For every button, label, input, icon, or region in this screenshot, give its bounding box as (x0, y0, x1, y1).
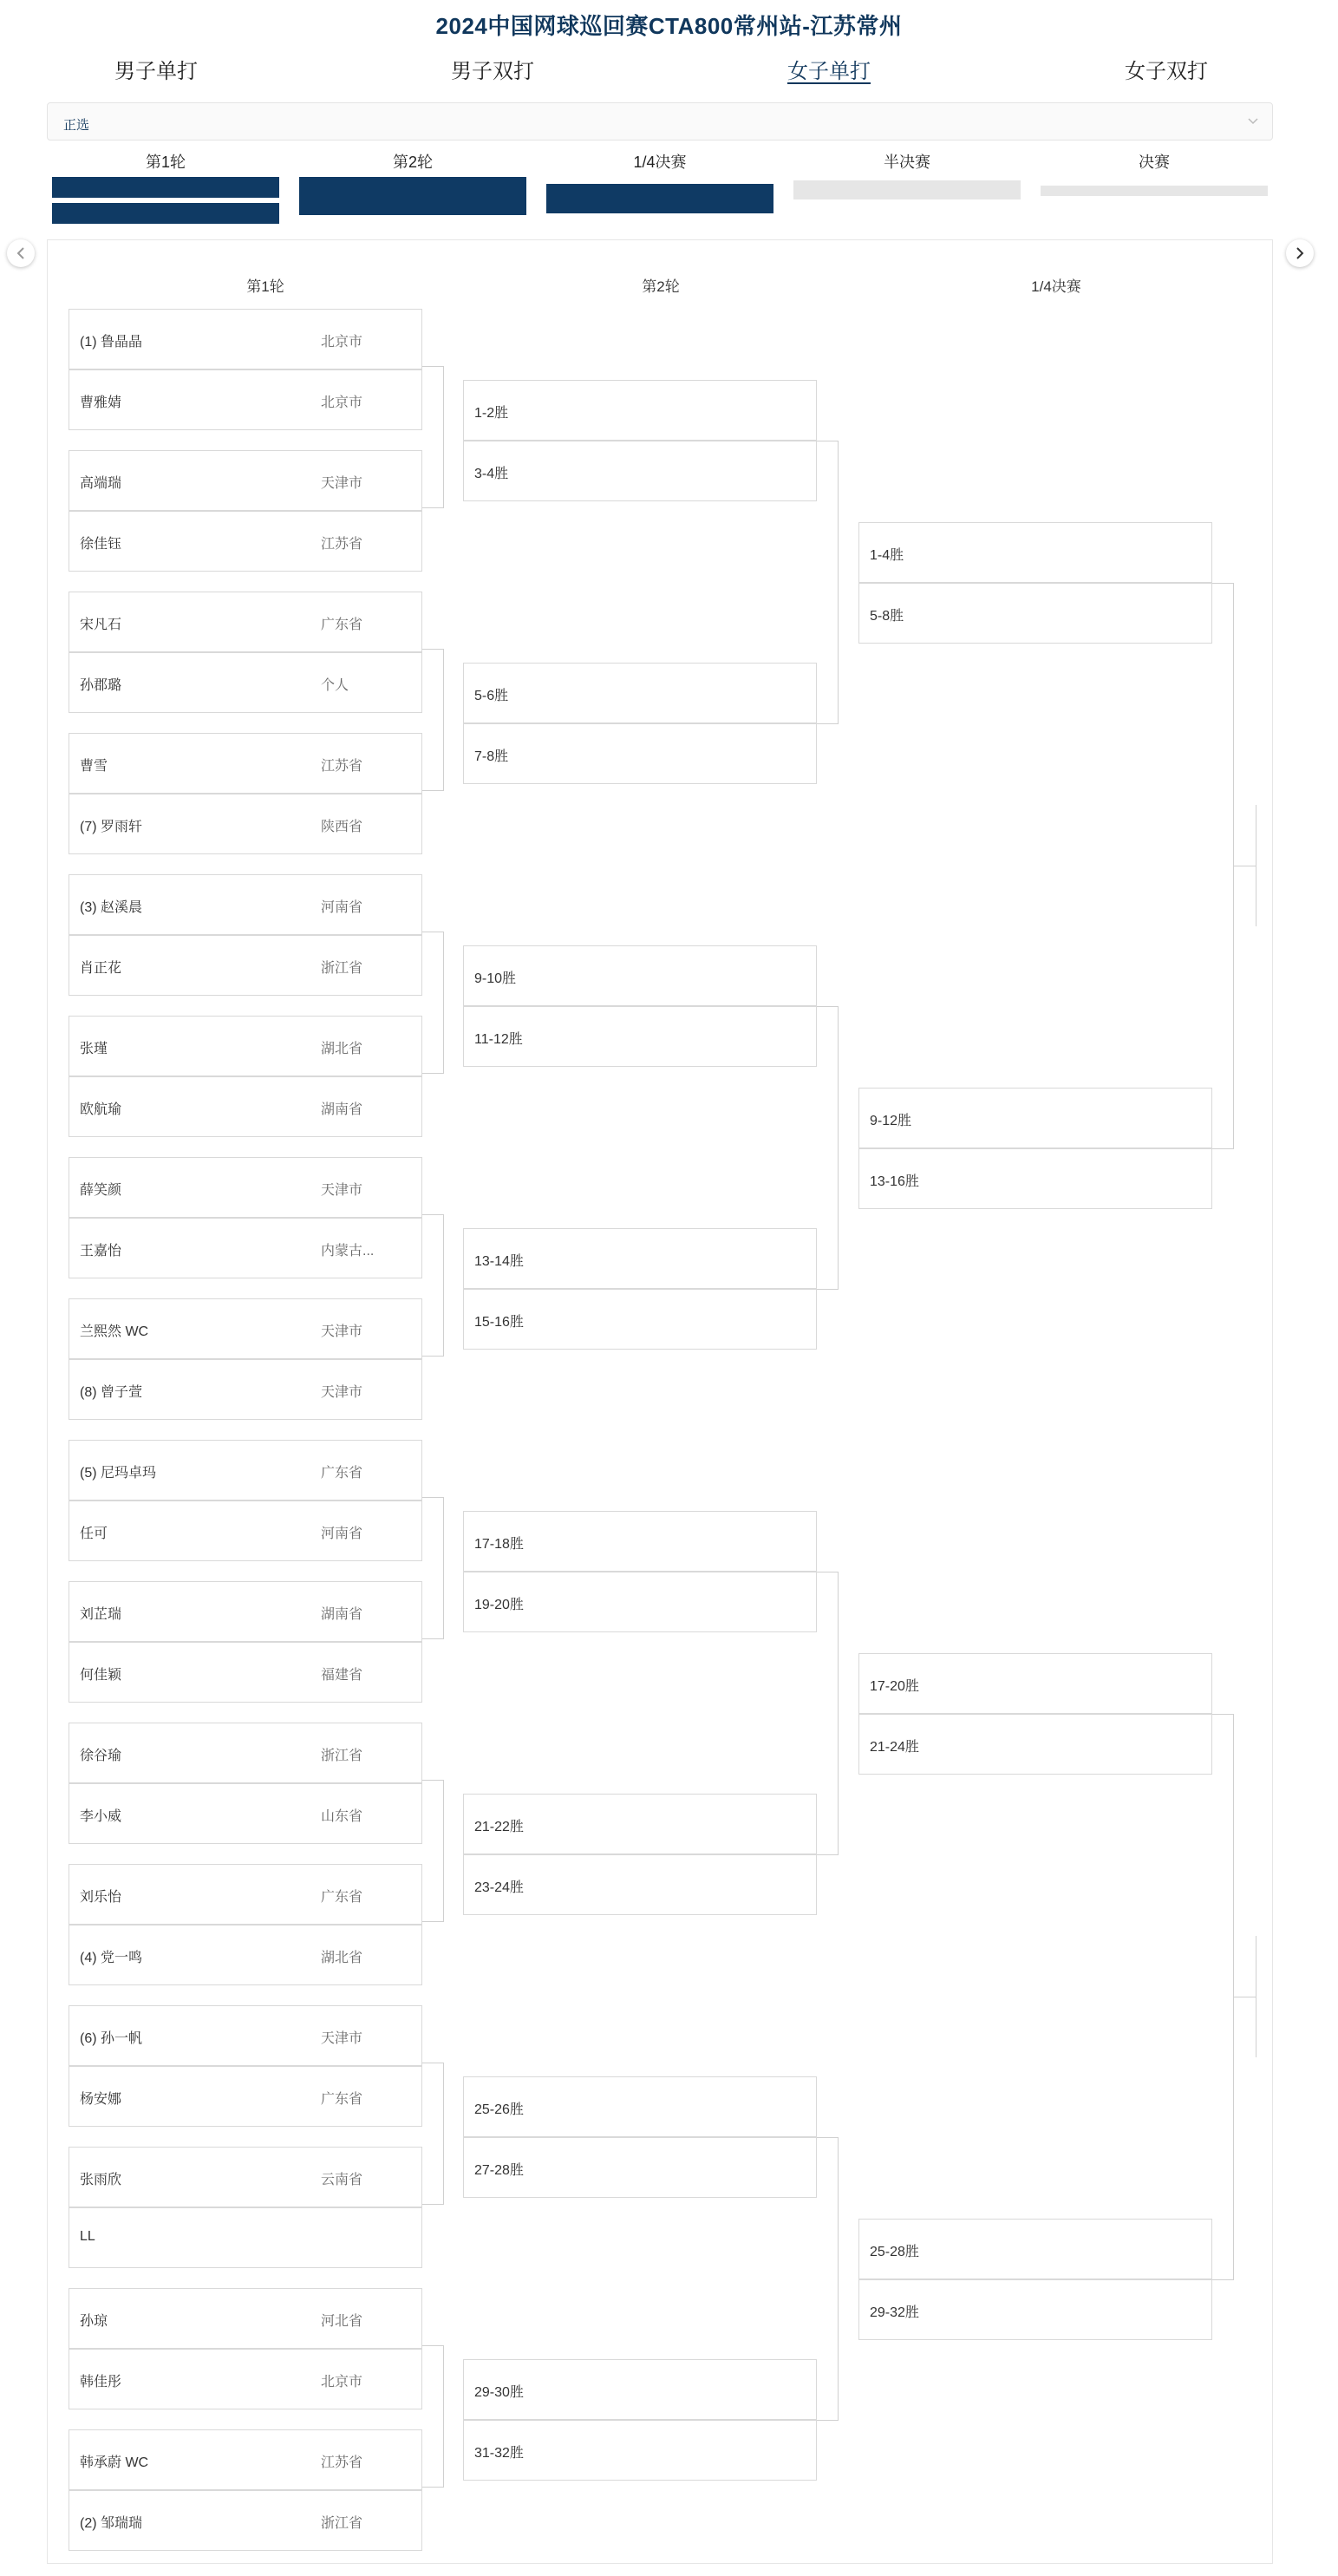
tab-womens-singles[interactable]: 女子单打 (787, 60, 871, 83)
player-name: 张雨欣 (80, 2173, 122, 2187)
player-slot[interactable] (69, 592, 422, 652)
slot-label: 17-20胜 (870, 1679, 919, 1694)
column-header-quarterfinal: 1/4决赛 (1031, 278, 1081, 295)
player-province: 天津市 (321, 1385, 363, 1400)
quarterfinal-slot[interactable] (858, 583, 1212, 644)
slot-label: 5-8胜 (870, 609, 904, 624)
round-tab-1[interactable] (52, 151, 279, 224)
slot-label: 25-28胜 (870, 2245, 919, 2259)
player-slot[interactable] (69, 794, 422, 854)
bracket-connector (838, 1006, 839, 1290)
player-slot[interactable] (69, 1925, 422, 1985)
player-slot[interactable] (69, 2066, 422, 2127)
player-name: 任可 (80, 1527, 108, 1541)
slot-label: 17-18胜 (474, 1537, 524, 1552)
bracket-connector (422, 507, 443, 508)
bracket-connector (443, 1780, 444, 1922)
round2-slot[interactable] (463, 945, 817, 1006)
round2-slot[interactable] (463, 2420, 817, 2481)
player-slot[interactable] (69, 2490, 422, 2551)
bracket-connector (838, 2137, 839, 2421)
slot-label: 23-24胜 (474, 1880, 524, 1895)
bracket-connector (422, 1780, 443, 1781)
round2-slot[interactable] (463, 1854, 817, 1915)
quarterfinal-slot[interactable] (858, 1714, 1212, 1775)
bracket-connector (443, 2345, 444, 2488)
bracket-connector (1212, 583, 1233, 584)
player-slot[interactable] (69, 733, 422, 794)
player-slot[interactable] (69, 2207, 422, 2268)
player-province: 陕西省 (321, 820, 363, 834)
chevron-right-icon (1294, 246, 1306, 260)
slot-label: 15-16胜 (474, 1315, 524, 1330)
slot-label: 1-4胜 (870, 548, 904, 563)
round2-slot[interactable] (463, 1006, 817, 1067)
bracket-connector (422, 649, 443, 650)
player-slot[interactable] (69, 2349, 422, 2409)
slot-label: 7-8胜 (474, 749, 509, 764)
round2-slot[interactable] (463, 2137, 817, 2198)
bracket-connector (422, 1073, 443, 1074)
player-slot[interactable] (69, 1359, 422, 1420)
player-name: 欧航瑜 (80, 1102, 122, 1117)
player-province: 广东省 (321, 2092, 363, 2107)
player-slot[interactable] (69, 1016, 422, 1076)
bracket-connector (422, 366, 443, 367)
player-slot[interactable] (69, 1783, 422, 1844)
round2-slot[interactable] (463, 723, 817, 784)
bracket-connector (1212, 1148, 1233, 1149)
player-name: (7) 罗雨轩 (80, 820, 143, 834)
slot-label: 21-22胜 (474, 1820, 524, 1834)
chevron-left-icon (15, 246, 27, 260)
player-name: 孙郡璐 (80, 678, 122, 693)
bracket-connector (1212, 2279, 1233, 2280)
bracket-connector (443, 1214, 444, 1357)
slot-label: 29-32胜 (870, 2305, 919, 2320)
player-name: 刘芷瑞 (80, 1607, 122, 1622)
player-slot[interactable] (69, 2429, 422, 2490)
bracket-connector (817, 1854, 838, 1855)
round-label: 半决赛 (884, 154, 930, 171)
bracket-connector (422, 2204, 443, 2205)
column-header-round2: 第2轮 (642, 278, 680, 295)
player-slot[interactable] (69, 2147, 422, 2207)
bracket-connector (817, 723, 838, 724)
round-progress-bar (299, 177, 526, 215)
player-province: 天津市 (321, 476, 363, 491)
round2-slot[interactable] (463, 441, 817, 501)
player-name: 王嘉怡 (80, 1244, 122, 1259)
round2-slot[interactable] (463, 1794, 817, 1854)
player-name: 李小威 (80, 1809, 122, 1824)
bracket-connector (1212, 1714, 1233, 1715)
player-slot[interactable] (69, 1581, 422, 1642)
slot-label: 13-14胜 (474, 1254, 524, 1269)
player-name: 曹雅婧 (80, 396, 122, 410)
bracket-connector (838, 1572, 839, 1855)
player-name: 韩佳彤 (80, 2375, 122, 2390)
slot-label: 19-20胜 (474, 1598, 524, 1612)
player-slot[interactable] (69, 652, 422, 713)
round-progress (0, 151, 1338, 229)
round-label: 第1轮 (145, 154, 186, 171)
player-name: 杨安娜 (80, 2092, 122, 2107)
slot-label: 27-28胜 (474, 2163, 524, 2178)
slot-label: 29-30胜 (474, 2385, 524, 2400)
round2-slot[interactable] (463, 380, 817, 441)
bracket-connector (422, 1497, 443, 1498)
player-name: 薛笑颜 (80, 1183, 122, 1198)
bracket-connector (443, 2063, 444, 2205)
player-province: 江苏省 (321, 759, 363, 774)
player-name: 何佳颖 (80, 1668, 122, 1683)
player-name: (6) 孙一帆 (80, 2031, 143, 2046)
draw-type-select[interactable] (47, 102, 1273, 141)
bracket-connector (443, 1497, 444, 1639)
tab-womens-doubles[interactable]: 女子双打 (1125, 60, 1208, 83)
page-title: 2024中国网球巡回赛CTA800常州站-江苏常州 (435, 13, 903, 39)
round2-slot[interactable] (463, 1572, 817, 1632)
player-slot[interactable] (69, 935, 422, 996)
player-name: 刘乐怡 (80, 1890, 122, 1905)
player-slot[interactable] (69, 369, 422, 430)
round2-slot[interactable] (463, 1289, 817, 1350)
scroll-right-button[interactable] (1286, 239, 1314, 267)
player-province: 内蒙古... (321, 1244, 375, 1259)
round2-slot[interactable] (463, 663, 817, 723)
player-province: 天津市 (321, 2031, 363, 2046)
player-province: 浙江省 (321, 961, 363, 976)
player-name: (3) 赵溪晨 (80, 900, 143, 915)
bracket-connector (443, 366, 444, 508)
bracket-connector (817, 1289, 838, 1290)
player-name: (1) 鲁晶晶 (80, 335, 143, 350)
player-province: 北京市 (321, 396, 363, 410)
player-province: 湖北省 (321, 1951, 363, 1965)
bracket-connector (817, 1006, 838, 1007)
player-slot[interactable] (69, 1642, 422, 1703)
player-province: 江苏省 (321, 537, 363, 552)
round-progress-bar (793, 180, 1021, 199)
round2-slot[interactable] (463, 2359, 817, 2420)
player-name: 孙琼 (80, 2314, 108, 2329)
player-slot[interactable] (69, 2005, 422, 2066)
quarterfinal-slot[interactable] (858, 522, 1212, 583)
quarterfinal-slot[interactable] (858, 1148, 1212, 1209)
player-province: 湖北省 (321, 1042, 363, 1056)
player-slot[interactable] (69, 450, 422, 511)
player-province: 河南省 (321, 1527, 363, 1541)
player-province: 河南省 (321, 900, 363, 915)
event-tabs (0, 54, 1338, 88)
player-name: (4) 党一鸣 (80, 1951, 143, 1965)
round-label: 决赛 (1139, 154, 1170, 171)
slot-label: 9-12胜 (870, 1114, 912, 1128)
player-province: 浙江省 (321, 1749, 363, 1763)
player-name: 肖正花 (80, 961, 122, 976)
player-slot[interactable] (69, 1157, 422, 1218)
round-progress-bar (52, 203, 279, 224)
round-label: 1/4决赛 (633, 154, 687, 171)
slot-label: 5-6胜 (474, 689, 509, 703)
slot-label: 9-10胜 (474, 971, 517, 986)
player-province: 江苏省 (321, 2455, 363, 2470)
round-tab-4[interactable] (793, 151, 1021, 199)
bracket-connector (422, 1214, 443, 1215)
player-name: 徐谷瑜 (80, 1749, 122, 1763)
player-name: 兰熙然 WC (80, 1324, 149, 1339)
player-province: 浙江省 (321, 2516, 363, 2531)
bracket-connector (817, 2420, 838, 2421)
player-slot[interactable] (69, 1440, 422, 1500)
round-tab-2[interactable] (299, 151, 526, 215)
player-name: 张瑾 (80, 1042, 108, 1056)
quarterfinal-slot[interactable] (858, 1653, 1212, 1714)
slot-label: 25-26胜 (474, 2102, 524, 2117)
round-tab-3[interactable] (546, 151, 773, 213)
player-slot[interactable] (69, 1218, 422, 1278)
player-province: 湖南省 (321, 1102, 363, 1117)
scroll-left-button[interactable] (7, 239, 35, 267)
player-slot[interactable] (69, 2288, 422, 2349)
bracket-connector (838, 441, 839, 724)
player-name: 徐佳钰 (80, 537, 122, 552)
bracket-connector (443, 932, 444, 1074)
player-province: 天津市 (321, 1324, 363, 1339)
quarterfinal-slot[interactable] (858, 1088, 1212, 1148)
player-slot[interactable] (69, 1298, 422, 1359)
player-name: (8) 曾子萱 (80, 1385, 143, 1400)
player-slot[interactable] (69, 511, 422, 572)
round2-slot[interactable] (463, 2076, 817, 2137)
player-slot[interactable] (69, 874, 422, 935)
chevron-down-icon (1246, 114, 1260, 127)
player-province: 北京市 (321, 335, 363, 350)
player-name: 宋凡石 (80, 618, 122, 632)
round2-slot[interactable] (463, 1228, 817, 1289)
slot-label: 1-2胜 (474, 406, 509, 421)
player-name: (2) 邹瑞瑞 (80, 2516, 143, 2531)
player-province: 福建省 (321, 1668, 363, 1683)
player-province: 云南省 (321, 2173, 363, 2187)
player-province: 广东省 (321, 1890, 363, 1905)
player-province: 广东省 (321, 1466, 363, 1481)
round2-slot[interactable] (463, 1511, 817, 1572)
bracket-connector (817, 2137, 838, 2138)
slot-label: 21-24胜 (870, 1740, 919, 1755)
player-name: 曹雪 (80, 759, 108, 774)
bracket-connector (422, 790, 443, 791)
bracket-connector (422, 1921, 443, 1922)
bracket-connector (422, 1638, 443, 1639)
player-slot[interactable] (69, 1076, 422, 1137)
player-name: 高端瑞 (80, 476, 122, 491)
column-header-round1: 第1轮 (246, 278, 284, 295)
round-progress-bar (546, 184, 773, 213)
bracket-connector (443, 649, 444, 791)
slot-label: 3-4胜 (474, 467, 509, 481)
player-province: 广东省 (321, 618, 363, 632)
player-province: 河北省 (321, 2314, 363, 2329)
player-slot[interactable] (69, 1864, 422, 1925)
player-slot[interactable] (69, 1500, 422, 1561)
round-label: 第2轮 (392, 154, 433, 171)
player-province: 湖南省 (321, 1607, 363, 1622)
round-progress-bar (52, 177, 279, 198)
slot-label: 11-12胜 (474, 1032, 523, 1047)
player-province: 个人 (321, 678, 349, 693)
round-tab-5[interactable] (1041, 151, 1268, 196)
quarterfinal-slot[interactable] (858, 2279, 1212, 2340)
round-progress-bar (1041, 186, 1268, 196)
player-slot[interactable] (69, 309, 422, 369)
player-province: 北京市 (321, 2375, 363, 2390)
slot-label: 13-16胜 (870, 1174, 919, 1189)
tab-mens-doubles[interactable]: 男子双打 (451, 60, 534, 83)
bracket-connector (422, 1356, 443, 1357)
bracket-connector (422, 2487, 443, 2488)
player-province: 天津市 (321, 1183, 363, 1198)
player-name: LL (80, 2229, 95, 2244)
slot-label: 31-32胜 (474, 2446, 524, 2461)
player-province: 山东省 (321, 1809, 363, 1824)
tab-mens-singles[interactable]: 男子单打 (114, 60, 198, 83)
player-slot[interactable] (69, 1723, 422, 1783)
player-name: 韩承蔚 WC (80, 2455, 149, 2470)
bracket-connector (422, 2345, 443, 2346)
player-name: (5) 尼玛卓玛 (80, 1466, 157, 1481)
quarterfinal-slot[interactable] (858, 2219, 1212, 2279)
draw-type-value: 正选 (63, 118, 90, 133)
